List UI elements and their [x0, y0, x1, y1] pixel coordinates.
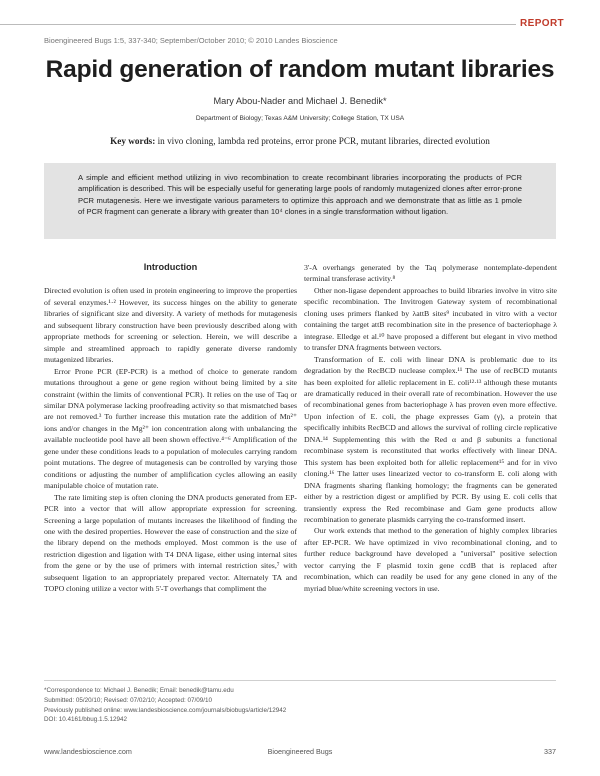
- online-publication-note: Previously published online: www.landesbioscience.com/journals/biobugs/article/12942: [44, 706, 287, 714]
- page-number: 337: [544, 747, 556, 756]
- abstract-box: [44, 163, 556, 239]
- paragraph: 3'-A overhangs generated by the Taq polymerase nontemplate-dependent terminal transferase activity.⁸: [304, 263, 557, 284]
- doi: DOI: 10.4161/bbug.1.5.12942: [44, 716, 127, 724]
- affiliation: Department of Biology; Texas A&M University; College Station, TX USA: [195, 115, 405, 122]
- paragraph: Error Prone PCR (EP-PCR) is a method of choice to generate random mutations throughout a gene or gene region without being limited by a site constraint (within the limits of conventional PCR). It relies on the use of Taq or similar DNA polymerase lacking proofreading activity so that mismatched bases are not removed.³ To further increase this mutation rate the addition of Mn²⁺ ions and/or changes in the Mg²⁺ ion concentration along with unbalancing the available nucleotide pool have all been shown effective.⁴⁻⁶ Amplification of the gene under these conditions leads to a population of molecules carrying random point mutations. The degree of mutagenesis can be controlled by varying those conditions or adjusting the number of amplification cycles allowing an easily manipulable choice of mutation rate.: [44, 366, 297, 491]
- section-label: REPORT: [520, 18, 565, 29]
- article-title: Rapid generation of random mutant libraries: [45, 56, 555, 83]
- header-rule: [0, 24, 516, 25]
- keywords-label: Key words:: [110, 136, 156, 146]
- paragraph: Our work extends that method to the generation of highly complex libraries after EP-PCR. We have optimized in vivo recombinational cloning, and to further reduce background have developed a "universal" positive selection vector carrying the F plasmid toxin gene ccdB that is replaced after recombination, which can readily be used for any gene cloned in any of the myriad blue/white screening vectors in use.: [304, 526, 557, 593]
- right-column: [304, 262, 557, 594]
- footnotes: [44, 680, 556, 738]
- paragraph: The rate limiting step is often cloning the DNA products generated from EP-PCR into a vector that will allow appropriate expression for screening. Screening a large population of mutants increases the likelihood of finding the one with the desired properties. However the ease of construction and the size of the library depend on the methods employed. Most common is the use of restriction digestion and ligation with T4 DNA ligase, either using internal sites from the gene or by the use of primers with internal restriction sites,⁷ with subsequent ligation to an appropriately prepared vector. Alternately TA and TOPO cloning utilize a vector with 5'-T overhangs that compliment the: [44, 492, 297, 594]
- correspondence-note: *Correspondence to: Michael J. Benedik; Email: benedik@tamu.edu: [44, 687, 234, 694]
- keywords-line: [0, 136, 600, 146]
- paragraph: Directed evolution is often used in protein engineering to improve the properties of several enzymes.¹·² However, its success hinges on the ability to generate libraries of significant size and diversity. A variety of methods for mutagenesis and subsequent library construction have been previously described along with appropriate methods for screening or selection. Herein, we will describe a simple and streamlined approach to rapidly generate diverse randomly mutagenized libraries.: [44, 286, 297, 365]
- section-heading-introduction: Introduction: [143, 262, 198, 272]
- keywords-list: in vivo cloning, lambda red proteins, error prone PCR, mutant libraries, directed evolution: [155, 136, 490, 146]
- author-list: Mary Abou-Nader and Michael J. Benedik*: [213, 96, 387, 106]
- left-column: [44, 258, 297, 595]
- abstract-text: A simple and efficient method utilizing in vivo recombination to create recombinant libraries incorporating the products of PCR amplification is described. This will be especially useful for generating large pools of randomly mutagenized clones after error-prone PCR mutagenesis. Here we investigate various parameters to optimize this approach and we demonstrate that as little as 1 pmole of PCR fragment can generate a library with greater than 10⁴ clones in a single transformation without ligation.: [78, 173, 522, 217]
- footer-journal-name: Bioengineered Bugs: [267, 747, 333, 756]
- paragraph: Transformation of E. coli with linear DNA is problematic due to its degradation by the RecBCD nuclease complex.¹¹ The use of recBCD mutants has been exploited for allelic replacement in E. coli¹²·¹³ although these mutants are dramatically reduced in their overall rate of recombination. However the use of recombinational genes from bacteriophage λ has proven even more effective. Upon infection of E. coli, the phage expresses Gam (γ), a protein that specifically inhibits RecBCD and allows the survival of rolling circle replicative DNA.¹⁴ Supplementing this with the Red α and β subunits a functional recombinase system is reconstituted that works effectively with linear DNA. This system has been exploited both for allelic replacement¹⁵ and for in vivo cloning.¹⁶ The latter uses linearized vector to co-transform E. coli along with DNA fragments sharing flanking homology; the fragments can be generated either by a restriction digest or amplified by PCR. By using E. coli cells that transiently express the Red recombinase and Gam gene products allow recombination to generate plasmids carrying the co-transformed insert.: [304, 354, 557, 524]
- footer-website: www.landesbioscience.com: [44, 747, 132, 756]
- journal-citation: Bioengineered Bugs 1:5, 337-340; September/October 2010; © 2010 Landes Bioscience: [44, 36, 338, 45]
- paragraph: Other non-ligase dependent approaches to build libraries involve in vitro site specific recombination. The Invitrogen Gateway system of recombinational cloning uses primers flanked by λattB sites⁹ incubated in vitro with a vector containing the target attB recombination site in the presence of bacteriophage λ integrase. Elledge et al.¹⁰ have proposed a different but elegant in vivo method to transfer DNA fragments between vectors.: [304, 285, 557, 353]
- submission-dates: Submitted: 05/20/10; Revised: 07/02/10; Accepted: 07/09/10: [44, 696, 213, 704]
